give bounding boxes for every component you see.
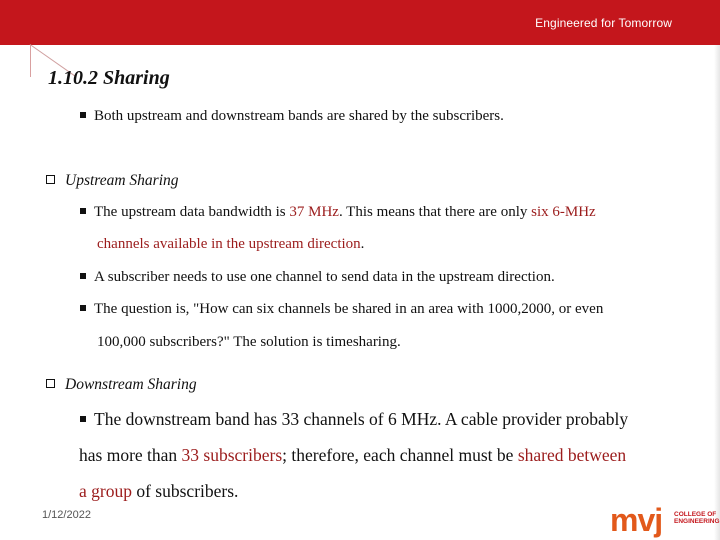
square-bullet-icon: [80, 416, 86, 422]
upstream-b1-text-c: . This means that there are only: [338, 204, 532, 220]
upstream-heading: [46, 172, 179, 190]
checkbox-bullet-icon: [46, 175, 55, 184]
upstream-bullet-1: [80, 204, 596, 221]
logo-wordmark: [674, 511, 720, 525]
downstream-heading-text: Downstream Sharing: [65, 376, 197, 393]
upstream-bullet-1-continued: [97, 236, 364, 253]
upstream-b1-highlight-six: six 6-MHz: [531, 204, 596, 220]
downstream-highlight-shared-between: shared between: [517, 445, 627, 465]
intro-text: Both upstream and downstream bands are shared by the subscribers.: [94, 108, 504, 124]
upstream-b1-text-a: The upstream data bandwidth is: [94, 204, 290, 220]
downstream-b1-l3b: of subscribers.: [131, 481, 239, 501]
intro-bullet: [80, 108, 504, 125]
college-logo: [610, 502, 720, 540]
slide-title: 1.10.2 Sharing: [48, 67, 170, 89]
header-band: [0, 0, 720, 45]
logo-line-2: ENGINEERING: [674, 518, 720, 525]
logo-mark: mvj: [610, 502, 663, 538]
square-bullet-icon: [80, 305, 86, 311]
downstream-bullet-1-line2: [79, 445, 626, 466]
downstream-highlight-a-group: a group: [79, 481, 132, 501]
header-tagline: Engineered for Tomorrow: [535, 16, 672, 30]
downstream-bullet-1: [80, 409, 628, 430]
header-notch: [0, 0, 78, 45]
downstream-b1-line1: The downstream band has 33 channels of 6 MHz. A cable provider probably: [94, 409, 629, 429]
downstream-bullet-1-line3: [79, 481, 238, 502]
upstream-b3-line1: The question is, "How can six channels be shared in an area with 1000,2000, or even: [94, 301, 604, 317]
upstream-bullet-3-continued: [97, 334, 401, 351]
upstream-b2-text: A subscriber needs to use one channel to send data in the upstream direction.: [94, 269, 555, 285]
checkbox-bullet-icon: [46, 379, 55, 388]
upstream-b1-highlight-37mhz: 37 MHz: [289, 204, 339, 220]
slide-date: 1/12/2022: [42, 509, 91, 521]
upstream-b1-period: .: [360, 236, 365, 252]
downstream-highlight-33-subscribers: 33 subscribers: [181, 445, 283, 465]
downstream-b1-l2c: ; therefore, each channel must be: [282, 445, 518, 465]
upstream-heading-text: Upstream Sharing: [65, 172, 179, 189]
corner-frame: [0, 45, 31, 77]
upstream-bullet-3: [80, 301, 603, 318]
upstream-b3-line2: 100,000 subscribers?" The solution is timesharing.: [97, 334, 401, 350]
downstream-heading: [46, 376, 197, 394]
upstream-bullet-2: [80, 269, 555, 286]
logo-line-1: COLLEGE OF: [674, 511, 717, 518]
right-edge-shadow: [714, 45, 720, 540]
downstream-b1-l2a: has more than: [79, 445, 182, 465]
square-bullet-icon: [80, 208, 86, 214]
upstream-b1-highlight-channels: channels available in the upstream direction: [97, 236, 361, 252]
square-bullet-icon: [80, 273, 86, 279]
square-bullet-icon: [80, 112, 86, 118]
